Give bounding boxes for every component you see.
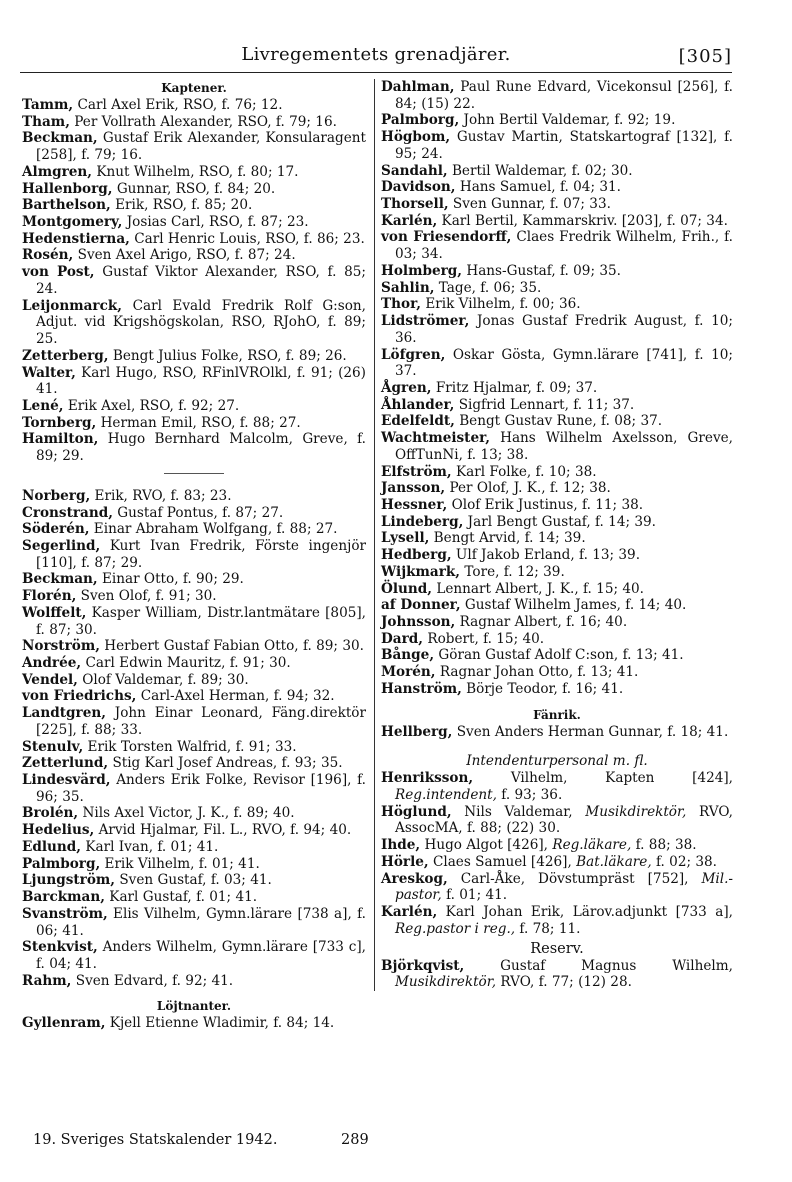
- list-item: [22, 398, 366, 415]
- section-heading-intendentur: Intendenturpersonal m. fl.: [466, 753, 648, 770]
- entry-details: Lennart Albert, J. K., f. 15; 40.: [436, 580, 644, 597]
- entry-surname: Wolffelt,: [22, 604, 87, 621]
- list-item: [22, 298, 366, 348]
- kaptener-list: [22, 97, 366, 465]
- entry-details: Tage, f. 06; 35.: [438, 279, 542, 296]
- entry-surname: Edelfeldt,: [381, 413, 455, 430]
- entry-details: Carl Henric Louis, RSO, f. 86; 23.: [134, 230, 365, 247]
- entry-surname: Zetterlund,: [22, 755, 109, 772]
- list-item: [22, 705, 366, 738]
- entry-details: Erik Axel, RSO, f. 92; 27.: [67, 397, 240, 414]
- entry-surname: von Friesendorff,: [381, 229, 512, 246]
- footer-publication: 19. Sveriges Statskalender 1942.: [33, 1132, 278, 1148]
- entry-surname: Hallenborg,: [22, 180, 113, 197]
- list-item: [381, 464, 733, 481]
- entry-surname: Löfgren,: [381, 346, 446, 363]
- entry-surname: Leijonmarck,: [22, 297, 123, 314]
- entry-surname: Almgren,: [22, 163, 93, 180]
- page-title: Livregementets grenadjärer.: [241, 44, 511, 65]
- entry-details: Karl Ivan, f. 01; 41.: [85, 838, 219, 855]
- entry-details-end: f. 01; 41.: [441, 887, 508, 904]
- entry-details: John Bertil Valdemar, f. 92; 19.: [463, 112, 676, 129]
- list-item: [22, 571, 366, 588]
- entry-details: Per Vollrath Alexander, RSO, f. 79; 16.: [74, 113, 337, 130]
- entry-surname: Stenulv,: [22, 738, 84, 755]
- list-item: [22, 365, 366, 398]
- entry-surname: Cronstrand,: [22, 504, 113, 521]
- section-heading-kaptener: Kaptener.: [161, 81, 227, 95]
- list-item: [381, 229, 733, 262]
- entry-details: Hugo Bernhard Malcolm, Greve, f. 89; 29.: [36, 431, 366, 465]
- entry-details: Carl Evald Fredrik Rolf G:son, Adjut. vid Krigshögskolan, RSO, RJohO, f. 89; 25.: [36, 297, 366, 348]
- list-item: [381, 380, 733, 397]
- entry-surname: Brolén,: [22, 805, 79, 822]
- entry-details: Olof Erik Justinus, f. 11; 38.: [451, 496, 644, 513]
- entry-surname: Landtgren,: [22, 705, 106, 722]
- entry-surname: Lindeberg,: [381, 513, 464, 530]
- entry-details: Erik, RVO, f. 83; 23.: [94, 487, 232, 504]
- entry-surname: Björkqvist,: [381, 957, 465, 974]
- list-item: [381, 631, 733, 648]
- entry-details: Jonas Gustaf Fredrik August, f. 10; 36.: [395, 313, 733, 346]
- entry-surname: Andrée,: [22, 655, 82, 671]
- list-item: [381, 547, 733, 564]
- list-item: [381, 313, 733, 346]
- entry-surname: Tornberg,: [22, 414, 97, 431]
- entry-surname: Hörle,: [381, 853, 429, 870]
- list-item: [381, 497, 733, 514]
- entry-details: Gustaf Pontus, f. 87; 27.: [117, 504, 284, 521]
- entry-details: Karl Gustaf, f. 01; 41.: [109, 889, 258, 906]
- list-item: [22, 822, 366, 839]
- entry-details: Sven Axel Arigo, RSO, f. 87; 24.: [77, 247, 296, 264]
- entry-surname: Lidströmer,: [381, 313, 470, 330]
- entry-surname: Hessner,: [381, 496, 448, 513]
- entry-details: Paul Rune Edvard, Vicekonsul [256], f. 84; (15) 22.: [395, 79, 733, 112]
- entry-details: Claes Fredrik Wilhelm, Frih., f. 03; 34.: [395, 229, 734, 263]
- entry-surname: Palmborg,: [381, 112, 460, 129]
- list-item: [381, 647, 733, 664]
- list-item: [22, 505, 366, 522]
- list-item: [381, 681, 733, 698]
- entry-details: Karl Bertil, Kammarskriv. [203], f. 07; 34.: [441, 212, 728, 229]
- list-item: [381, 413, 733, 430]
- list-item: [381, 280, 733, 297]
- entry-details-end: f. 02; 38.: [651, 853, 717, 870]
- entry-surname: Vendel,: [22, 671, 78, 688]
- entry-details: Karl Hugo, RSO, RFinlVROlkl, f. 91; (26) 41.: [36, 364, 366, 398]
- entry-surname: Beckman,: [22, 571, 98, 588]
- entry-surname: Barthelson,: [22, 197, 111, 214]
- list-item: [22, 130, 366, 163]
- entry-surname: Åhlander,: [381, 396, 455, 413]
- list-item: [22, 605, 366, 638]
- entry-surname: Karlén,: [381, 212, 438, 229]
- list-item: [381, 196, 733, 213]
- entry-details: Josias Carl, RSO, f. 87; 23.: [126, 214, 309, 231]
- entry-surname: Lysell,: [381, 530, 430, 547]
- entry-details: Karl Folke, f. 10; 38.: [455, 463, 597, 480]
- entry-surname: Svanström,: [22, 905, 108, 922]
- intendentur-list: [381, 770, 733, 937]
- entry-surname: Wijkmark,: [381, 563, 461, 580]
- list-item: [381, 871, 733, 904]
- list-item: [381, 530, 733, 547]
- entry-surname: Söderén,: [22, 521, 90, 538]
- list-item: [22, 739, 366, 756]
- entry-surname: Ågren,: [381, 379, 432, 396]
- list-item: [22, 264, 366, 297]
- entry-details: Einar Abraham Wolfgang, f. 88; 27.: [93, 521, 338, 538]
- entry-details: Carl Edwin Mauritz, f. 91; 30.: [85, 655, 291, 671]
- entry-surname: Dahlman,: [381, 79, 455, 95]
- entry-details-end: f. 93; 36.: [496, 787, 563, 804]
- entry-details: Sven Gunnar, f. 07; 33.: [452, 196, 611, 213]
- entry-details: Sigfrid Lennart, f. 11; 37.: [458, 396, 635, 413]
- list-item: [381, 958, 733, 991]
- entry-details: John Einar Leonard, Fäng.direktör [225], f. 88; 33.: [36, 705, 366, 738]
- entry-details: Bengt Arvid, f. 14; 39.: [433, 530, 586, 547]
- list-item: [22, 488, 366, 505]
- entry-surname: Norberg,: [22, 487, 91, 504]
- entry-details: Gustaf Wilhelm James, f. 14; 40.: [464, 597, 687, 614]
- entry-details: Sven Anders Herman Gunnar, f. 18; 41.: [456, 723, 729, 740]
- entry-surname: Jansson,: [381, 480, 446, 497]
- section-heading-lojtnanter: Löjtnanter.: [156, 999, 232, 1014]
- list-item: [381, 263, 733, 280]
- list-item: [381, 296, 733, 313]
- entry-details: Gustav Martin, Statskartograf [132], f. 95; 24.: [395, 129, 733, 162]
- list-item: [381, 347, 733, 380]
- list-item: [22, 655, 366, 672]
- list-item: [381, 837, 733, 854]
- entry-details: Einar Otto, f. 90; 29.: [101, 571, 244, 588]
- entry-surname: Montgomery,: [22, 214, 123, 231]
- list-item: [381, 614, 733, 631]
- entry-surname: von Post,: [22, 264, 95, 281]
- list-item: [381, 770, 733, 803]
- list-item: [381, 581, 733, 598]
- entry-surname: Holmberg,: [381, 262, 463, 279]
- list-item: [381, 79, 733, 112]
- entry-role: Mil.-pastor,: [395, 870, 733, 904]
- list-item: [381, 397, 733, 414]
- entry-details: Sven Gustaf, f. 03; 41.: [119, 872, 272, 889]
- section-divider: [164, 473, 224, 474]
- list-item: [22, 805, 366, 822]
- page-header: [20, 44, 732, 73]
- entry-details: Carl Axel Erik, RSO, f. 76; 12.: [77, 97, 283, 113]
- entry-surname: Johnsson,: [381, 614, 456, 630]
- list-item: [381, 163, 733, 180]
- entry-details: Börje Teodor, f. 16; 41.: [466, 680, 624, 697]
- fanrik-list: [381, 724, 733, 741]
- entry-details-end: RVO, AssocMA, f. 88; (22) 30.: [395, 803, 733, 837]
- entry-surname: Hellberg,: [381, 723, 453, 740]
- entry-surname: Barckman,: [22, 889, 105, 906]
- entry-details: Sven Edvard, f. 92; 41.: [75, 972, 234, 989]
- list-item: [22, 688, 366, 705]
- entry-details: Gunnar, RSO, f. 84; 20.: [116, 180, 276, 197]
- entry-surname: Rosén,: [22, 247, 74, 264]
- lojtnanter-list: [22, 1015, 366, 1032]
- entry-details: Erik Vilhelm, f. 00; 36.: [425, 296, 581, 313]
- entry-details: Ragnar Albert, f. 16; 40.: [459, 614, 628, 630]
- entry-surname: Zetterberg,: [22, 347, 109, 364]
- list-item: [381, 129, 733, 162]
- entry-details: Bengt Gustav Rune, f. 08; 37.: [459, 413, 663, 430]
- entry-details: Nils Valdemar,: [464, 803, 586, 820]
- entry-details: Carl-Åke, Dövstumpräst [752],: [460, 870, 702, 887]
- list-item: [22, 856, 366, 873]
- section-heading-reserv: Reserv.: [530, 940, 584, 957]
- page-number: [305]: [678, 46, 732, 67]
- entry-details: Vilhelm, Kapten [424],: [510, 770, 733, 787]
- entry-details: Erik, RSO, f. 85; 20.: [115, 197, 253, 214]
- list-item: [381, 564, 733, 581]
- list-item: [22, 97, 366, 114]
- entry-surname: Höglund,: [381, 803, 452, 820]
- entry-surname: von Friedrichs,: [22, 688, 137, 705]
- entry-surname: Bånge,: [381, 647, 435, 664]
- entry-surname: Högbom,: [381, 129, 451, 146]
- list-item: [22, 164, 366, 181]
- entry-surname: Sandahl,: [381, 162, 448, 179]
- entry-details: Bengt Julius Folke, RSO, f. 89; 26.: [112, 347, 347, 364]
- list-item: [22, 889, 366, 906]
- entry-details: Arvid Hjalmar, Fil. L., RVO, f. 94; 40.: [98, 822, 352, 839]
- list-item: [22, 939, 366, 972]
- left-column: [22, 79, 372, 1032]
- list-item: [22, 588, 366, 605]
- entry-details: Tore, f. 12; 39.: [464, 563, 565, 580]
- list-item: [381, 480, 733, 497]
- entry-details: Knut Wilhelm, RSO, f. 80; 17.: [96, 163, 299, 180]
- entry-surname: Stenkvist,: [22, 939, 98, 956]
- entry-role: Reg.pastor i reg.,: [395, 920, 516, 937]
- entry-surname: Karlén,: [381, 904, 438, 921]
- entry-details: Bertil Waldemar, f. 02; 30.: [451, 162, 633, 179]
- entry-role: Musikdirektör,: [395, 974, 497, 991]
- entry-details: Kurt Ivan Fredrik, Förste ingenjör [110], f. 87; 29.: [36, 537, 367, 571]
- entry-surname: Ölund,: [381, 580, 433, 597]
- list-item: [381, 804, 733, 837]
- entry-surname: Gyllenram,: [22, 1015, 106, 1032]
- entry-surname: Segerlind,: [22, 537, 101, 554]
- list-item: [22, 1015, 366, 1032]
- entry-details: Ragnar Johan Otto, f. 13; 41.: [439, 664, 639, 681]
- list-item: [22, 906, 366, 939]
- entry-role: Bat.läkare,: [576, 853, 652, 870]
- entry-details: Oskar Gösta, Gymn.lärare [741], f. 10; 37.: [395, 346, 733, 380]
- reserv-list: [381, 958, 733, 991]
- entry-details: Kasper William, Distr.lantmätare [805], f. 87; 30.: [36, 604, 366, 638]
- right-column: [374, 79, 733, 991]
- entry-surname: Wachtmeister,: [381, 430, 491, 447]
- entry-surname: Areskog,: [381, 870, 448, 887]
- entry-surname: Tham,: [22, 113, 70, 130]
- entry-details: Claes Samuel [426],: [432, 853, 577, 870]
- list-item: [22, 348, 366, 365]
- list-item: [22, 214, 366, 231]
- entry-surname: Norström,: [22, 638, 100, 655]
- entry-role: Reg.läkare,: [552, 837, 632, 854]
- list-item: [22, 197, 366, 214]
- entry-surname: Hedenstierna,: [22, 230, 130, 247]
- list-item: [22, 415, 366, 432]
- list-item: [22, 772, 366, 805]
- entry-details: Stig Karl Josef Andreas, f. 93; 35.: [112, 755, 343, 772]
- list-item: [22, 755, 366, 772]
- entry-details: Robert, f. 15; 40.: [427, 630, 545, 647]
- entry-role: Reg.intendent,: [395, 787, 497, 804]
- list-item: [22, 521, 366, 538]
- entry-surname: Morén,: [381, 664, 436, 681]
- list-item: [22, 872, 366, 889]
- list-item: [22, 973, 366, 990]
- entry-surname: af Donner,: [381, 597, 461, 614]
- entry-details-end: f. 78; 11.: [515, 920, 581, 937]
- entry-surname: Edlund,: [22, 838, 82, 855]
- entry-details: Per Olof, J. K., f. 12; 38.: [449, 480, 611, 497]
- entry-details: Gustaf Erik Alexander, Konsularagent [258], f. 79; 16.: [36, 130, 366, 164]
- list-item: [381, 904, 733, 937]
- officer-list: [381, 79, 733, 698]
- entry-details: Göran Gustaf Adolf C:son, f. 13; 41.: [438, 647, 684, 664]
- entry-surname: Tamm,: [22, 97, 74, 113]
- entry-details: Jarl Bengt Gustaf, f. 14; 39.: [467, 513, 657, 530]
- entry-details: Elis Vilhelm, Gymn.lärare [738 a], f. 06; 41.: [36, 905, 366, 939]
- list-item: [22, 538, 366, 571]
- entry-surname: Lindesvärd,: [22, 772, 111, 789]
- entry-details: Gustaf Magnus Wilhelm,: [500, 957, 733, 974]
- entry-details: Erik Vilhelm, f. 01; 41.: [104, 855, 260, 872]
- list-item: [381, 664, 733, 681]
- list-item: [22, 114, 366, 131]
- entry-surname: Hamilton,: [22, 431, 99, 448]
- entry-surname: Florén,: [22, 588, 77, 605]
- entry-surname: Thorsell,: [381, 196, 449, 213]
- list-item: [381, 430, 733, 463]
- entry-details: Anders Wilhelm, Gymn.lärare [733 c], f. 04; 41.: [36, 939, 366, 972]
- entry-details: Hans-Gustaf, f. 09; 35.: [466, 262, 621, 279]
- entry-surname: Thor,: [381, 296, 421, 313]
- entry-details-end: RVO, f. 77; (12) 28.: [496, 974, 632, 991]
- entry-surname: Ihde,: [381, 837, 421, 854]
- list-item: [22, 638, 366, 655]
- list-item: [22, 231, 366, 248]
- entry-surname: Hedberg,: [381, 547, 452, 564]
- entry-details: Karl Johan Erik, Lärov.adjunkt [733 a],: [445, 904, 733, 921]
- entry-details: Fritz Hjalmar, f. 09; 37.: [435, 379, 598, 396]
- kaptener-reserve-list: [22, 488, 366, 990]
- entry-details: Anders Erik Folke, Revisor [196], f. 96; 35.: [36, 772, 367, 805]
- list-item: [381, 724, 733, 741]
- entry-surname: Hedelius,: [22, 822, 95, 839]
- list-item: [381, 112, 733, 129]
- entry-details: Kjell Etienne Wladimir, f. 84; 14.: [109, 1015, 335, 1032]
- list-item: [381, 597, 733, 614]
- entry-details: Ulf Jakob Erland, f. 13; 39.: [455, 547, 641, 564]
- entry-surname: Beckman,: [22, 130, 98, 147]
- footer-sheet-number: 289: [341, 1132, 369, 1148]
- list-item: [381, 514, 733, 531]
- entry-details: Carl-Axel Herman, f. 94; 32.: [140, 688, 335, 705]
- entry-details: Hans Samuel, f. 04; 31.: [459, 179, 621, 196]
- entry-details: Herman Emil, RSO, f. 88; 27.: [100, 414, 301, 431]
- section-heading-fanrik: Fänrik.: [533, 707, 581, 722]
- entry-surname: Elfström,: [381, 463, 452, 480]
- list-item: [22, 839, 366, 856]
- entry-details: Nils Axel Victor, J. K., f. 89; 40.: [82, 805, 295, 822]
- entry-details: Herbert Gustaf Fabian Otto, f. 89; 30.: [104, 638, 364, 655]
- entry-details-end: f. 88; 38.: [631, 837, 697, 854]
- page-footer: [33, 1132, 733, 1152]
- entry-surname: Walter,: [22, 364, 76, 381]
- entry-surname: Lené,: [22, 397, 64, 414]
- list-item: [22, 247, 366, 264]
- entry-surname: Hanström,: [381, 680, 462, 697]
- entry-surname: Henriksson,: [381, 770, 474, 787]
- entry-surname: Ljungström,: [22, 872, 116, 889]
- entry-details: Hans Wilhelm Axelsson, Greve, OffTunNi, f. 13; 38.: [395, 430, 733, 463]
- entry-surname: Palmborg,: [22, 855, 101, 872]
- entry-surname: Dard,: [381, 630, 423, 647]
- entry-details: Sven Olof, f. 91; 30.: [80, 588, 217, 605]
- entry-details: Olof Valdemar, f. 89; 30.: [82, 671, 249, 688]
- list-item: [22, 181, 366, 198]
- list-item: [22, 672, 366, 689]
- entry-details: Erik Torsten Walfrid, f. 91; 33.: [87, 738, 297, 755]
- entry-surname: Rahm,: [22, 972, 72, 989]
- list-item: [22, 431, 366, 464]
- entry-details: Gustaf Viktor Alexander, RSO, f. 85; 24.: [36, 264, 366, 297]
- entry-surname: Sahlin,: [381, 279, 435, 296]
- list-item: [381, 854, 733, 871]
- entry-details: Hugo Algot [426],: [424, 837, 553, 854]
- entry-role: Musikdirektör,: [585, 803, 687, 820]
- list-item: [381, 213, 733, 230]
- entry-surname: Davidson,: [381, 179, 456, 196]
- list-item: [381, 179, 733, 196]
